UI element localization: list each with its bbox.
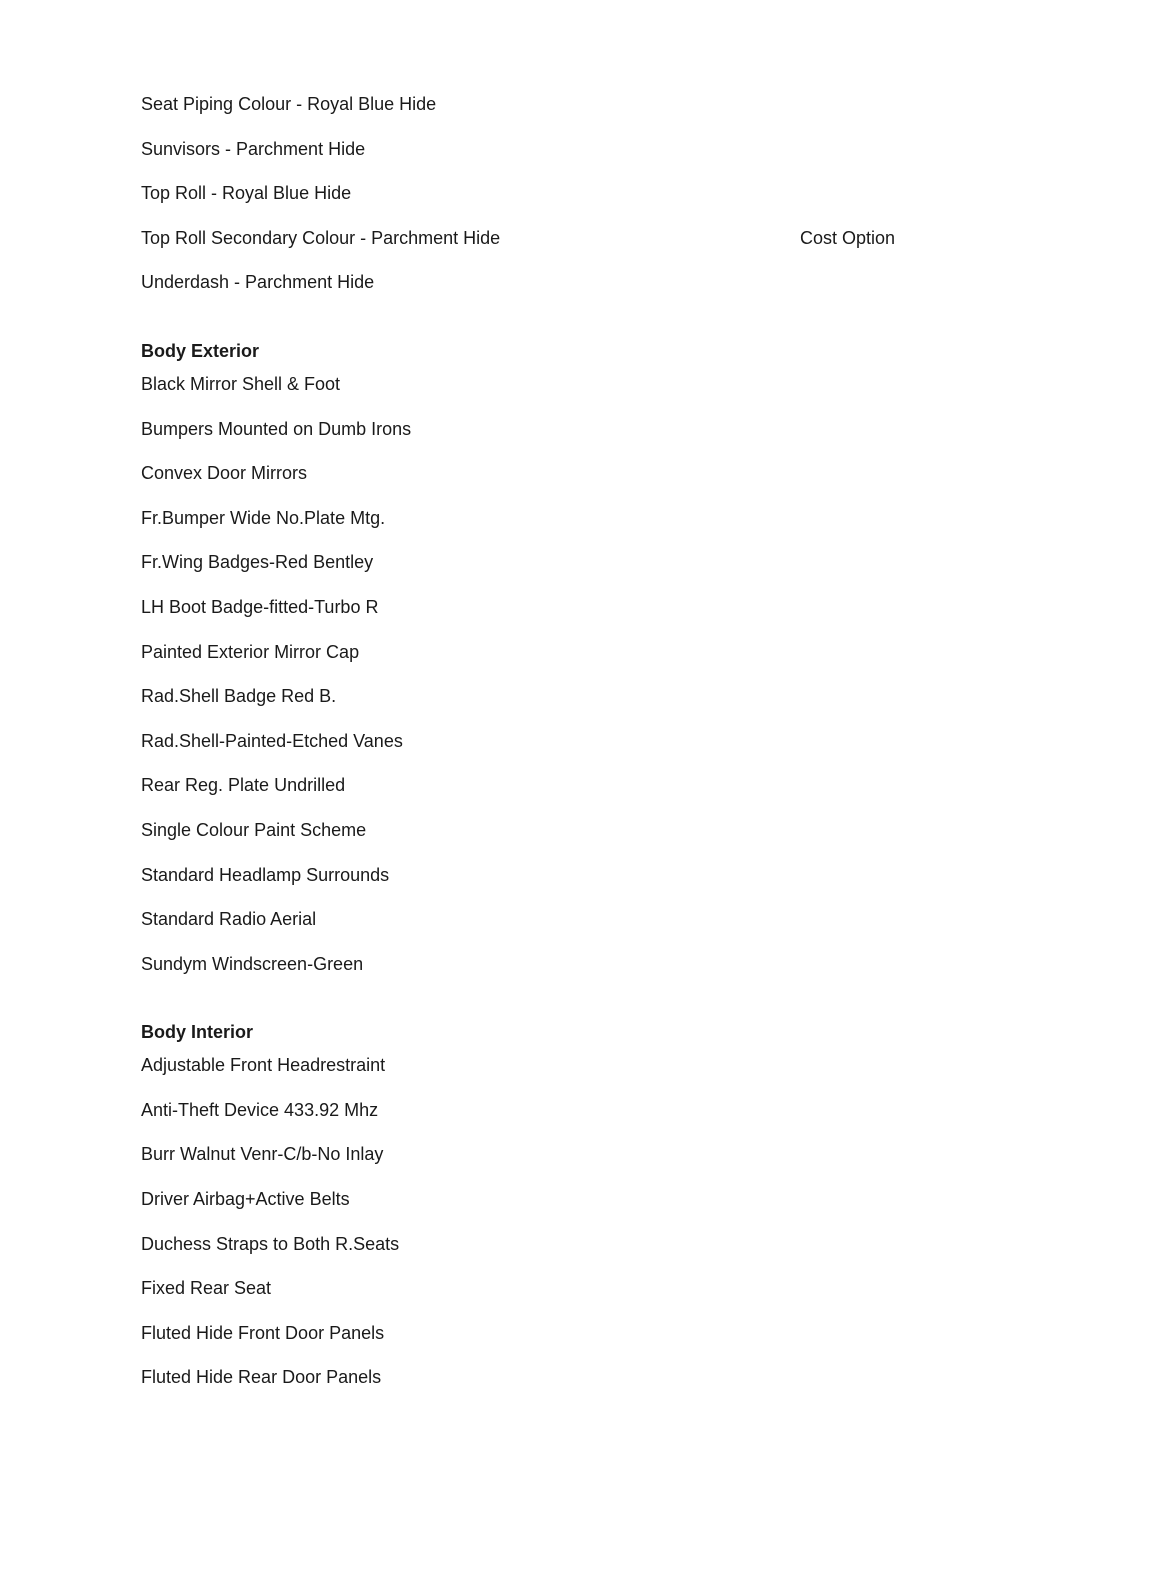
spec-item xyxy=(141,413,1041,458)
spec-item-label: Fluted Hide Front Door Panels xyxy=(141,1322,385,1343)
spec-item xyxy=(141,903,1041,948)
spec-item xyxy=(141,1138,1041,1183)
spec-item xyxy=(141,1317,1041,1362)
spec-item-label: Duchess Straps to Both R.Seats xyxy=(141,1233,400,1254)
spec-item-label: Bumpers Mounted on Dumb Irons xyxy=(141,418,412,439)
spec-item-label: Single Colour Paint Scheme xyxy=(141,819,367,840)
spec-item-label: Adjustable Front Headrestraint xyxy=(141,1055,386,1076)
spec-item xyxy=(141,266,1041,311)
spec-item-label: Rad.Shell-Painted-Etched Vanes xyxy=(141,730,403,751)
spec-item-label: Fixed Rear Seat xyxy=(141,1278,272,1299)
section-body-exterior xyxy=(141,337,1041,992)
spec-item xyxy=(141,636,1041,681)
section-spacer xyxy=(141,311,1041,337)
spec-item xyxy=(141,1094,1041,1139)
spec-item xyxy=(141,591,1041,636)
section-heading: Body Exterior xyxy=(141,340,260,361)
spec-item-label: Black Mirror Shell & Foot xyxy=(141,373,341,394)
spec-item xyxy=(141,1183,1041,1228)
spec-item xyxy=(141,769,1041,814)
spec-item xyxy=(141,177,1041,222)
spec-item-label: Fr.Wing Badges-Red Bentley xyxy=(141,552,374,573)
spec-item-label: Top Roll Secondary Colour - Parchment Hide xyxy=(141,227,501,248)
section-heading: Body Interior xyxy=(141,1022,254,1043)
spec-item xyxy=(141,948,1041,993)
spec-item-label: Painted Exterior Mirror Cap xyxy=(141,641,360,662)
spec-item-label: Fr.Bumper Wide No.Plate Mtg. xyxy=(141,507,386,528)
spec-item-label: Standard Radio Aerial xyxy=(141,909,317,930)
spec-item-label: Sundym Windscreen-Green xyxy=(141,953,364,974)
spec-item xyxy=(141,457,1041,502)
intro-list xyxy=(141,88,1041,311)
spec-item-label: Underdash - Parchment Hide xyxy=(141,272,375,293)
spec-item xyxy=(141,725,1041,770)
spec-item xyxy=(141,1361,1041,1406)
spec-item xyxy=(141,1049,1041,1094)
spec-item-label: Rad.Shell Badge Red B. xyxy=(141,686,337,707)
spec-item xyxy=(141,1228,1041,1273)
spec-item-label: Anti-Theft Device 433.92 Mhz xyxy=(141,1099,379,1120)
spec-item xyxy=(141,859,1041,904)
spec-item xyxy=(141,133,1041,178)
spec-item-label: Fluted Hide Rear Door Panels xyxy=(141,1367,382,1388)
spec-item-label: Convex Door Mirrors xyxy=(141,463,308,484)
spec-item xyxy=(141,222,1041,267)
spec-item xyxy=(141,546,1041,591)
spec-item xyxy=(141,1272,1041,1317)
spec-item-label: Top Roll - Royal Blue Hide xyxy=(141,183,352,204)
spec-item-label: Standard Headlamp Surrounds xyxy=(141,864,390,885)
section-body-interior xyxy=(141,1018,1041,1406)
spec-item xyxy=(141,680,1041,725)
spec-item xyxy=(141,368,1041,413)
section-spacer xyxy=(141,992,1041,1018)
spec-item-label: Seat Piping Colour - Royal Blue Hide xyxy=(141,94,437,114)
spec-item xyxy=(141,502,1041,547)
spec-item-label: Burr Walnut Venr-C/b-No Inlay xyxy=(141,1144,384,1165)
spec-item xyxy=(141,88,1041,133)
cost-option-note: Cost Option xyxy=(800,227,896,248)
spec-item xyxy=(141,814,1041,859)
spec-item-label: Sunvisors - Parchment Hide xyxy=(141,138,366,159)
spec-item-label: Rear Reg. Plate Undrilled xyxy=(141,775,346,796)
spec-item-label: Driver Airbag+Active Belts xyxy=(141,1189,350,1210)
spec-item-label: LH Boot Badge-fitted-Turbo R xyxy=(141,596,379,617)
spec-document xyxy=(141,88,1041,1406)
